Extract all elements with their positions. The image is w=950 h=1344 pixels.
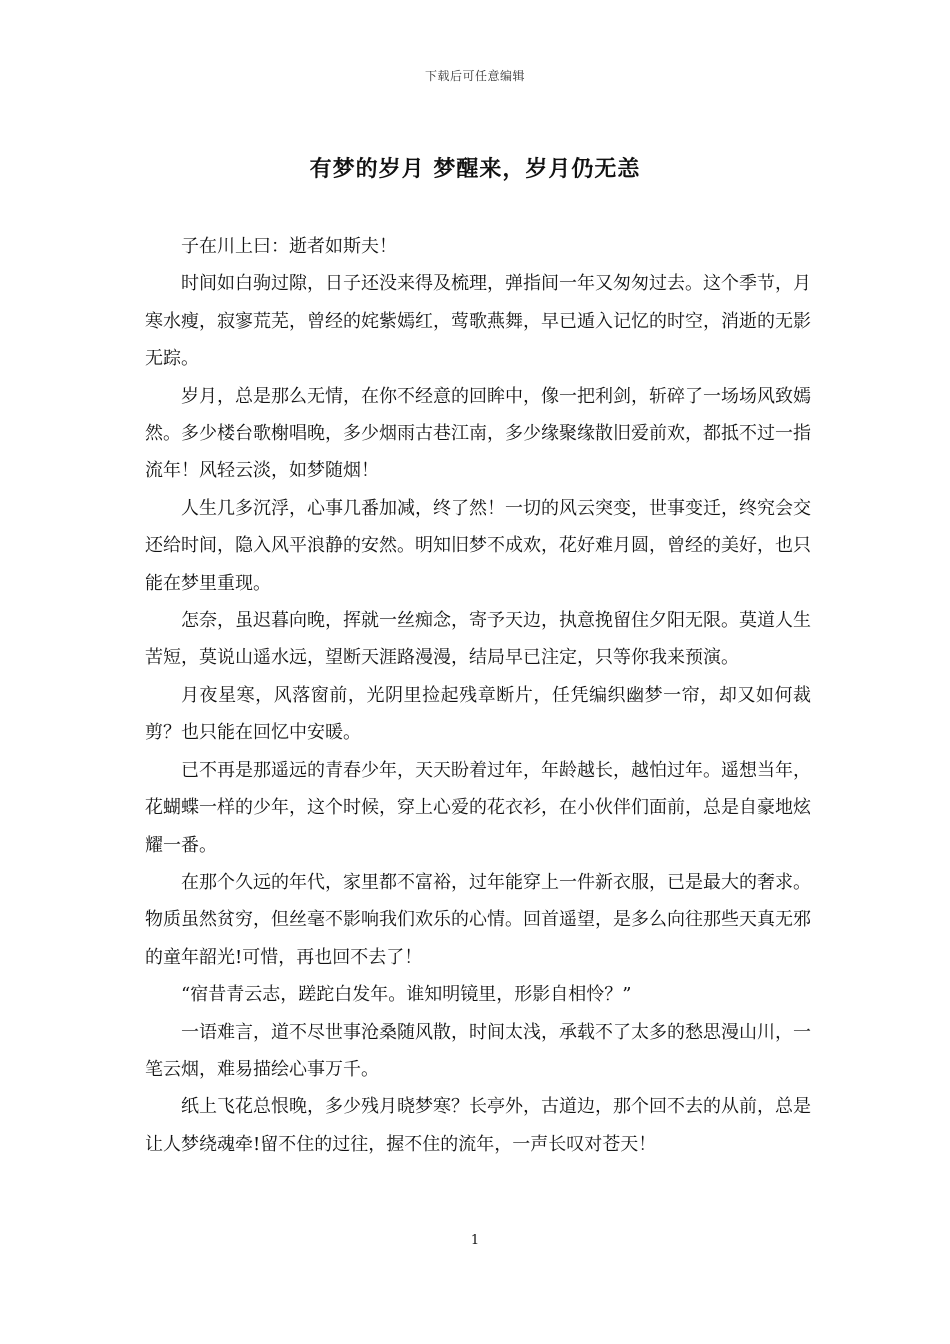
- paragraph: 怎奈，虽迟暮向晚，挥就一丝痴念，寄予天边，执意挽留住夕阳无限。莫道人生苦短，莫说山遥水远，望断天涯路漫漫，结局早已注定，只等你我来预演。: [145, 610, 811, 669]
- paragraph: 一语难言，道不尽世事沧桑随风散，时间太浅，承载不了太多的愁思漫山川，一笔云烟，难易描绘心事万千。: [145, 1021, 811, 1080]
- paragraph: 已不再是那遥远的青春少年，天天盼着过年，年龄越长，越怕过年。遥想当年，花蝴蝶一样的少年，这个时候，穿上心爱的花衣衫，在小伙伴们面前，总是自豪地炫耀一番。: [145, 759, 811, 856]
- paragraph: 子在川上曰：逝者如斯夫！: [181, 236, 397, 257]
- paragraph: 月夜星寒，风落窗前，光阴里捡起残章断片，任凭编织幽梦一帘，却又如何裁剪？也只能在回忆中安暖。: [145, 684, 811, 744]
- page-header: 下载后可任意编辑: [424, 69, 525, 83]
- paragraph: 岁月，总是那么无情，在你不经意的回眸中，像一把利剑，斩碎了一场场风致嫣然。多少楼台歌榭唱晚，多少烟雨古巷江南，多少缘聚缘散旧爱前欢，都抵不过一指流年！风轻云淡，如梦随烟！: [145, 385, 811, 482]
- paragraph: 人生几多沉浮，心事几番加减，终了然！一切的风云突变，世事变迁，终究会交还给时间，隐入风平浪静的安然。明知旧梦不成欢，花好难月圆，曾经的美好，也只能在梦里重现。: [145, 497, 811, 594]
- document-body: [145, 228, 811, 1163]
- document-title: 有梦的岁月 梦醒来，岁月仍无恙: [309, 156, 641, 182]
- page-number: 1: [470, 1233, 480, 1248]
- paragraph: “宿昔青云志，蹉跎白发年。谁知明镜里，形影自相怜？”: [181, 984, 632, 1006]
- paragraph: 时间如白驹过隙，日子还没来得及梳理，弹指间一年又匆匆过去。这个季节，月寒水瘦，寂寥荒芜，曾经的姹紫嫣红，莺歌燕舞，早已遁入记忆的时空，消逝的无影无踪。: [145, 273, 811, 370]
- paragraph: 在那个久远的年代，家里都不富裕，过年能穿上一件新衣服，已是最大的奢求。物质虽然贫穷，但丝毫不影响我们欢乐的心情。回首遥望，是多么向往那些天真无邪的童年韶光!可惜，再也回不去了！: [145, 871, 811, 968]
- paragraph: 纸上飞花总恨晚，多少残月晓梦寒？长亭外，古道边，那个回不去的从前，总是让人梦绕魂牵!留不住的过往，握不住的流年，一声长叹对苍天！: [145, 1096, 811, 1155]
